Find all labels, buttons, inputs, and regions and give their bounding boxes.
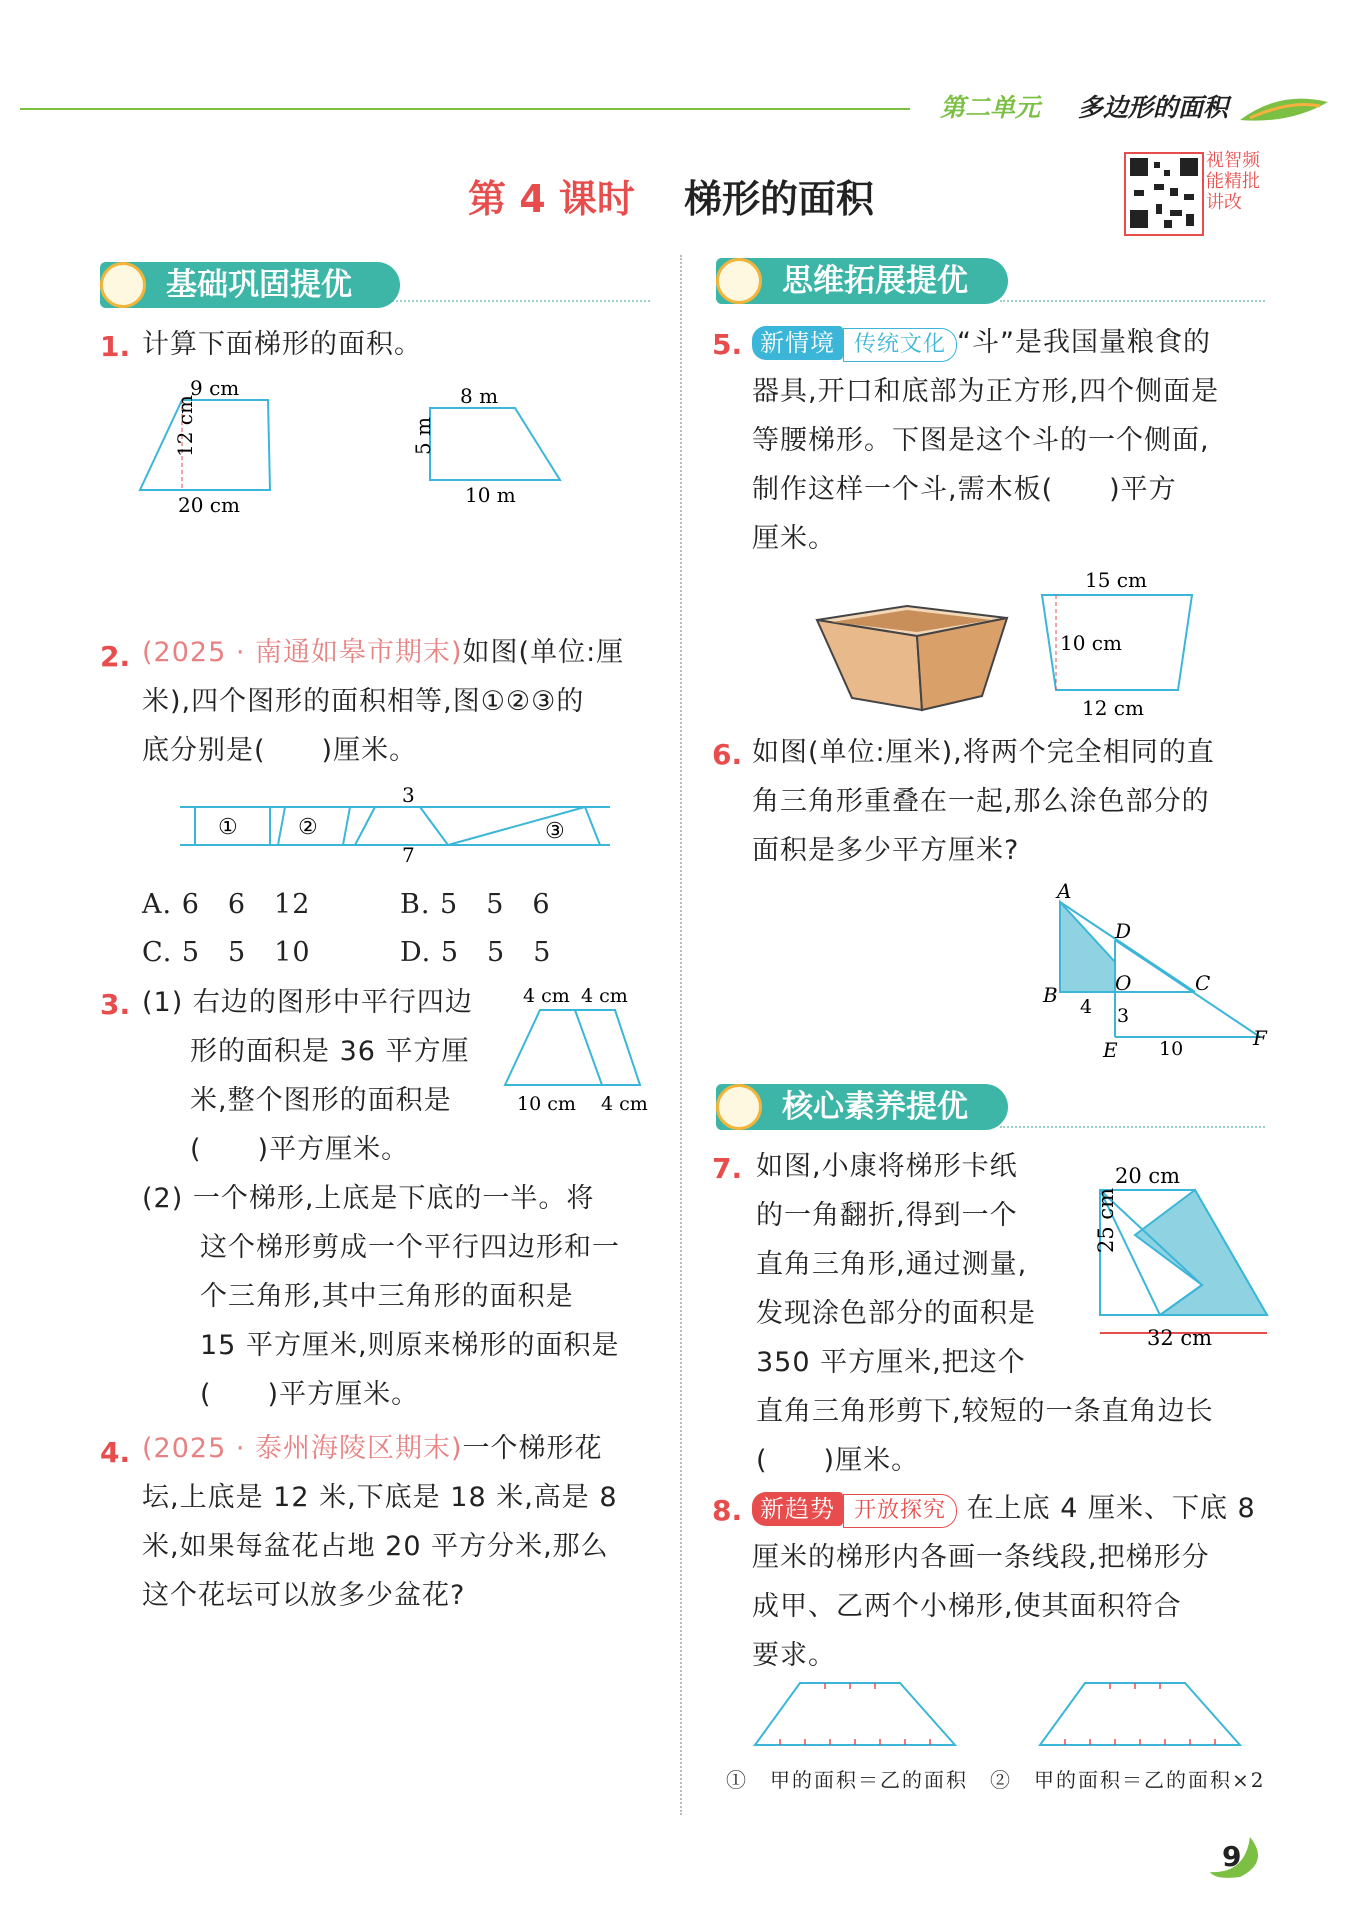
section-rule: [1000, 1126, 1265, 1128]
q1-fig1-h: 12 cm: [173, 395, 197, 457]
q6-number: 6.: [712, 738, 743, 771]
q7-text: 如图,小康将梯形卡纸 的一角翻折,得到一个 直角三角形,通过测量, 发现涂色部分的面积是 350 平方厘米,把这个 直角三角形剪下,较短的一条直角边长 ( )厘米。: [756, 1151, 1214, 1476]
q3-part2: (2) 一个梯形,上底是下底的一半。将 这个梯形剪成一个平行四边形和一 个三角形,其中三角形的面积是 15 平方厘米,则原来梯形的面积是 ( )平方厘米。: [142, 1183, 620, 1410]
svg-text:D: D: [1115, 919, 1132, 943]
svg-text:25 cm: 25 cm: [1094, 1187, 1118, 1253]
svg-text:②: ②: [298, 815, 318, 840]
unit-title: 多边形的面积: [1078, 93, 1229, 122]
q1-fig2-top: 8 m: [460, 384, 499, 408]
column-divider: [680, 255, 682, 1815]
svg-text:10 cm: 10 cm: [517, 1093, 576, 1115]
svg-text:③: ③: [545, 819, 565, 844]
section-thinking: 思维拓展提优: [716, 258, 1008, 304]
tag-new-trend: 新趋势: [752, 1492, 843, 1526]
q8-number: 8.: [712, 1494, 743, 1527]
q2-option-a: A. 6 6 12: [142, 889, 311, 920]
qr-caption: 视智频能精批讲改: [1206, 150, 1260, 213]
q1-fig1-bottom: 20 cm: [178, 493, 240, 517]
q1-fig2-h: 5 m: [411, 416, 435, 455]
trophy-icon: [716, 1084, 762, 1130]
unit-label: 第二单元: [940, 93, 1041, 122]
q1-fig2-bottom: 10 m: [465, 483, 516, 507]
svg-text:7: 7: [402, 843, 415, 867]
svg-text:C: C: [1195, 971, 1211, 995]
moon-decoration-icon: [1210, 1832, 1270, 1882]
q6-figure: [1035, 880, 1265, 1060]
q3-number: 3.: [100, 988, 131, 1021]
section-basic: 基础巩固提优: [100, 262, 400, 308]
q1-number: 1.: [100, 330, 131, 363]
svg-text:B: B: [1043, 983, 1058, 1007]
tag-open-inquiry: 开放探究: [843, 1494, 957, 1528]
q5-figure: [1030, 565, 1210, 725]
svg-text:20 cm: 20 cm: [1115, 1164, 1181, 1188]
gear-icon: [100, 262, 146, 308]
q2-number: 2.: [100, 640, 131, 673]
svg-text:F: F: [1253, 1026, 1267, 1050]
svg-text:32 cm: 32 cm: [1147, 1326, 1213, 1350]
qr-code-icon[interactable]: [1124, 152, 1204, 236]
svg-text:①: ①: [218, 815, 238, 840]
q4-number: 4.: [100, 1436, 131, 1469]
dou-box-illustration: [812, 598, 1012, 718]
q2-option-c: C. 5 5 10: [142, 937, 311, 968]
q2-text: (2025 · 南通如皋市期末)如图(单位:厘 米),四个图形的面积相等,图①②③的 底分别是( )厘米。: [142, 637, 625, 766]
lesson-number: 第 4 课时: [468, 177, 635, 221]
q4-text: (2025 · 泰州海陵区期末)一个梯形花 坛,上底是 12 米,下底是 18 米,高是 8 米,如果每盆花占地 20 平方分米,那么 这个花坛可以放多少盆花?: [142, 1433, 618, 1611]
q8-text: 新趋势 开放探究 在上底 4 厘米、下底 8 厘米的梯形内各画一条线段,把梯形分 成甲、乙两个小梯形,使其面积符合 要求。: [752, 1493, 1256, 1671]
q1-fig1-top: 9 cm: [190, 376, 240, 400]
tag-new-situation: 新情境: [752, 326, 843, 360]
q3-figure: [505, 980, 665, 1120]
svg-text:15 cm: 15 cm: [1085, 568, 1147, 592]
page-number: 9: [1222, 1840, 1242, 1873]
svg-text:E: E: [1103, 1038, 1118, 1062]
q1-text: 计算下面梯形的面积。: [142, 329, 422, 360]
svg-text:3: 3: [402, 783, 415, 807]
svg-text:12 cm: 12 cm: [1082, 696, 1144, 720]
q1-figures: [130, 375, 570, 515]
q3-part1: (1) 右边的图形中平行四边 形的面积是 36 平方厘 米,整个图形的面积是 ( )平方厘米。: [142, 987, 473, 1165]
tag-tradition: 传统文化: [843, 328, 957, 362]
q7-number: 7.: [712, 1152, 743, 1185]
q2-source: (2025 · 南通如皋市期末): [142, 637, 463, 668]
q5-text: 新情境 传统文化 “斗”是我国量粮食的 器具,开口和底部为正方形,四个侧面是 等腰梯形。下图是这个斗的一个侧面, 制作这样一个斗,需木板( )平方 厘米。: [752, 327, 1220, 554]
svg-text:4 cm: 4 cm: [523, 985, 570, 1007]
q8-figures: [750, 1675, 1270, 1755]
svg-text:A: A: [1057, 879, 1072, 903]
header-rule: [20, 108, 910, 110]
section-rule: [1000, 300, 1265, 302]
svg-text:4: 4: [1080, 996, 1093, 1018]
q6-text: 如图(单位:厘米),将两个完全相同的直 角三角形重叠在一起,那么涂色部分的 面积是多少平方厘米?: [752, 737, 1215, 866]
leaf-decoration-icon: [1240, 90, 1330, 130]
svg-text:O: O: [1115, 971, 1132, 995]
page-title: 梯形的面积: [684, 177, 875, 221]
section-rule: [380, 300, 650, 302]
q2-option-d: D. 5 5 5: [400, 937, 552, 968]
sprout-icon: [716, 258, 762, 304]
q5-number: 5.: [712, 328, 743, 361]
svg-text:4 cm: 4 cm: [601, 1093, 648, 1115]
svg-text:10 cm: 10 cm: [1060, 631, 1122, 655]
q7-figure: [1075, 1155, 1270, 1355]
svg-text:10: 10: [1159, 1038, 1184, 1060]
q2-option-b: B. 5 5 6: [400, 889, 551, 920]
q8-caption: ① 甲的面积＝乙的面积 ② 甲的面积＝乙的面积×2: [726, 1768, 1266, 1792]
svg-text:4 cm: 4 cm: [581, 985, 628, 1007]
section-core: 核心素养提优: [716, 1084, 1008, 1130]
svg-text:3: 3: [1117, 1005, 1130, 1027]
q2-figure: [180, 782, 620, 867]
